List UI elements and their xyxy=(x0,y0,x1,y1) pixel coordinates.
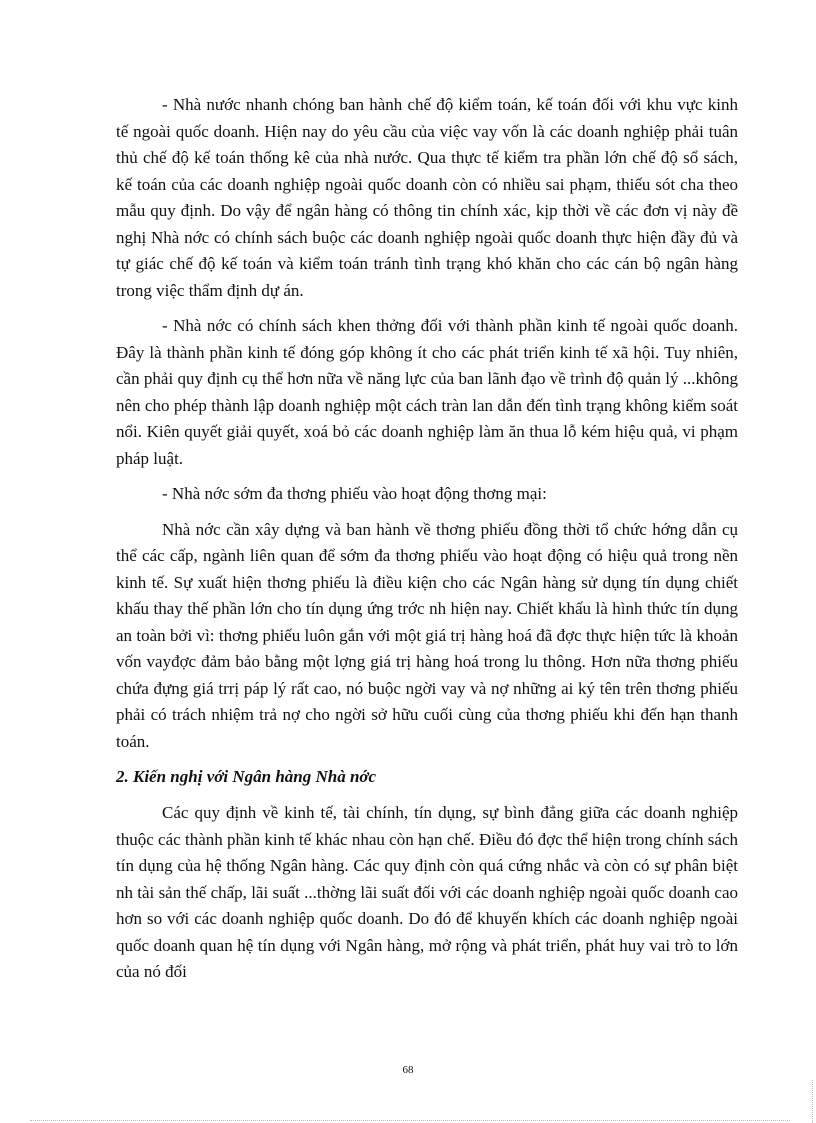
bottom-divider xyxy=(30,1120,790,1121)
page-number: 68 xyxy=(402,1064,414,1076)
right-divider xyxy=(812,1080,813,1123)
paragraph-state-reward-policy: - Nhà nớc có chính sách khen thởng đối với thành phần kinh tế ngoài quốc doanh. Đây là thành phần kinh tế đóng góp không ít cho các phát triển kinh tế xã hội. Tuy nhiên, cần phải quy định cụ thể hơn nữa về năng lực của ban lãnh đạo về trình độ quản lý ...không nên cho phép thành lập doanh nghiệp một cách tràn lan dẫn đến tình trạng không kiểm soát nổi. Kiên quyết giải quyết, xoá bỏ các doanh nghiệp làm ăn thua lỗ kém hiệu quả, vi phạm pháp luật. xyxy=(116,316,738,468)
paragraph-commercial-paper-detail: Nhà nớc cần xây dựng và ban hành về thơng phiếu đồng thời tổ chức hớng dẫn cụ thể các cấp, ngành liên quan để sớm đa thơng phiếu vào hoạt động có hiệu quả trong nền kinh tế. Sự xuất hiện thơng phiếu là điều kiện cho các Ngân hàng sử dụng tín dụng chiết khấu thay thế phần lớn cho tín dụng ứng trớc nh hiện nay. Chiết khấu là hình thức tín dụng an toàn bởi vì: thơng phiếu luôn gắn với một giá trị hàng hoá đã đợc thực hiện tức là khoản vốn vayđợc đảm bảo bằng một lợng giá trị hàng hoá trong lu thông. Hơn nữa thơng phiếu chứa đựng giá trrị páp lý rất cao, nó buộc ngời vay và nợ những ai ký tên trên thơng phiếu phải có trách nhiệm trả nợ cho ngời sở hữu cuối cùng của thơng phiếu khi đến hạn thanh toán. xyxy=(116,519,738,751)
paragraph-state-audit-regime: - Nhà nước nhanh chóng ban hành chế độ kiểm toán, kế toán đối với khu vực kinh tế ngoài quốc doanh. Hiện nay do yêu cầu của việc vay vốn là các doanh nghiệp phải tuân thủ chế độ kế toán thống kê của nhà nước. Qua thực tế kiểm tra phần lớn chế độ sổ sách, kế toán của các doanh nghiệp ngoài quốc doanh còn có nhiều sai phạm, thiếu sót cha theo mẫu quy định. Do vậy để ngân hàng có thông tin chính xác, kịp thời về các đơn vị này đề nghị Nhà nớc có chính sách buộc các doanh nghiệp ngoài quốc doanh thực hiện đầy đủ và tự giác chế độ kế toán và kiểm toán tránh tình trạng khó khăn cho các cán bộ ngân hàng trong việc thẩm định dự án. xyxy=(116,95,738,300)
paragraph-central-bank-recommendation: Các quy định về kinh tế, tài chính, tín dụng, sự bình đẳng giữa các doanh nghiệp thuộc các thành phần kinh tế khác nhau còn hạn chế. Điều đó đợc thể hiện trong chính sách tín dụng của hệ thống Ngân hàng. Các quy định còn quá cứng nhắc và còn có sự phân biệt nh tài sản thế chấp, lãi suất ...thờng lãi suất đối với các doanh nghiệp ngoài quốc doanh cao hơn so với các doanh nghiệp quốc doanh. Do đó để khuyến khích các doanh nghiệp ngoài quốc doanh quan hệ tín dụng với Ngân hàng, mở rộng và phát triển, phát huy vai trò to lớn của nó đối xyxy=(116,803,738,981)
section-heading: 2. Kiến nghị với Ngân hàng Nhà nớc xyxy=(116,767,377,786)
paragraph-commercial-paper-intro: - Nhà nớc sớm đa thơng phiếu vào hoạt động thơng mại: xyxy=(162,484,547,503)
document-body xyxy=(116,92,738,995)
